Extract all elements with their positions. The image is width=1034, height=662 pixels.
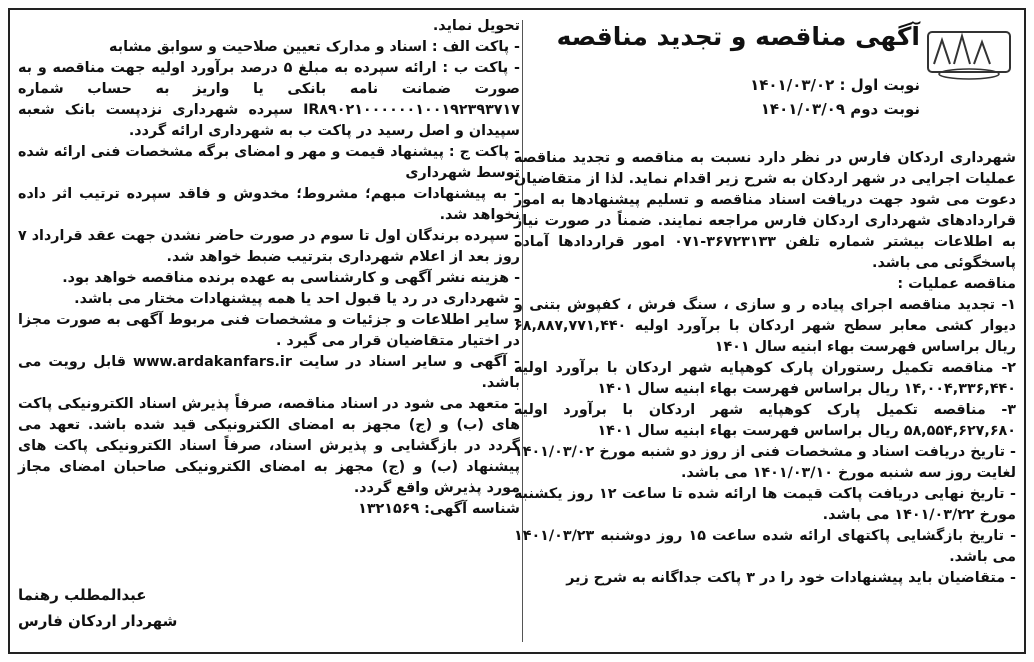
signer-name: عبدالمطلب رهنما xyxy=(18,586,147,604)
envelopes-instruction: - متقاضیان باید پیشنهادات خود را در ۳ پاکت جداگانه به شرح زیر xyxy=(566,570,1016,586)
date-opening: - تاریخ بازگشایی پاکتهای ارائه شده ساعت ۱۵ روز دوشنبه ۱۴۰۱/۰۳/۲۳ می باشد. xyxy=(514,528,1016,565)
tender-item-1: ۱- تجدید مناقصه اجرای پیاده ر و سازی ، سنگ فرش ، کفپوش بتنی و دیوار کشی معابر سطح شهر اردکان با برآورد اولیه ۶۸,۸۸۷,۷۷۱,۴۴۰ ریال براساس فهرست بهاء ابنیه سال ۱۴۰۱ xyxy=(514,297,1016,355)
municipality-logo-icon xyxy=(926,24,1012,82)
website-link[interactable]: www.ardakanfars.ir xyxy=(133,354,292,370)
website-line xyxy=(18,352,520,394)
left-column xyxy=(18,16,520,646)
delivery-note: تحویل نماید. xyxy=(432,18,520,34)
publication-cost-rule: - هزینه نشر آگهی و کارشناسی به عهده برنده مناقصه خواهد بود. xyxy=(62,270,520,286)
tender-item-2: ۲- مناقصه تکمیل رستوران پارک کوهپایه شهر اردکان با برآورد اولیه ۱۴,۰۰۴,۳۳۶,۴۴۰ ریال براساس فهرست بهاء ابنیه سال ۱۴۰۱ xyxy=(514,360,1016,397)
round-one-date: نوبت اول : ۱۴۰۱/۰۳/۰۲ xyxy=(750,76,920,94)
acceptance-rule: - شهرداری در رد یا قبول احد یا همه پیشنهادات مختار می باشد. xyxy=(74,291,520,307)
notice-id: شناسه آگهی: ۱۳۲۱۵۶۹ xyxy=(358,501,520,517)
ambiguous-offers-rule: - به پیشنهادات مبهم؛ مشروط؛ مخدوش و فاقد سپرده ترتیب اثر داده نخواهد شد. xyxy=(18,186,520,223)
website-prefix: - آگهی و سایر اسناد در سایت xyxy=(298,354,520,370)
signature-block xyxy=(18,582,177,634)
date-final-submission: - تاریخ نهایی دریافت پاکت قیمت ها ارائه شده تا ساعت ۱۲ روز یکشنبه مورخ ۱۴۰۱/۰۳/۲۲ می باشد. xyxy=(514,486,1016,523)
round-two-date: نوبت دوم ۱۴۰۱/۰۳/۰۹ xyxy=(760,100,920,118)
notice-title: آگهی مناقصه و تجدید مناقصه xyxy=(556,22,920,51)
signer-title: شهردار اردکان فارس xyxy=(18,612,178,630)
operations-heading: مناقصه عملیات : xyxy=(897,276,1016,292)
deposit-forfeit-rule: - سپرده برندگان اول تا سوم در صورت حاضر نشدن جهت عقد قرارداد ۷ روز بعد از اعلام شهرداری بترتیب ضبط خواهد شد. xyxy=(18,228,520,265)
intro-paragraph: شهرداری اردکان فارس در نظر دارد نسبت به مناقصه و تجدید مناقصه عملیات اجرایی در شهر اردکان به شرح زیر اقدام نماید. لذا از متقاضیان دعوت می شود جهت دریافت اسناد مناقصه و تسلیم پیشنهادها به امور قراردادهای شهرداری اردکان فارس مراجعه نمایند. ضمناً در صورت نیاز به اطلاعات بیشتر شماره تلفن ۳۶۷۲۳۱۳۳-۰۷۱ امور قراردادها آماده پاسخگوئی می باشد. xyxy=(514,150,1016,271)
envelope-c: - پاکت ج : پیشنهاد قیمت و مهر و امضای برگه مشخصات فنی ارائه شده توسط شهرداری xyxy=(17,144,520,181)
envelope-b: - پاکت ب : ارائه سپرده به مبلغ ۵ درصد برآورد اولیه جهت مناقصه و به صورت ضمانت نامه بانکی یا واریز به حساب شماره IR۸۹۰۲۱۰۰۰۰۰۰۱۰۰۱۹۲۳۹۳۷۱۷ سپرده شهرداری نزدپست بانک شعبه سپیدان و اصل رسید در پاکت ب به شهرداری ارائه گردد. xyxy=(18,60,520,139)
tender-notice xyxy=(8,8,1026,654)
date-document-receipt: - تاریخ دریافت اسناد و مشخصات فنی از روز دو شنبه مورخ ۱۴۰۱/۰۳/۰۲ لغایت روز سه شنبه مورخ ۱۴۰۱/۰۳/۱۰ می باشد. xyxy=(514,444,1016,481)
electronic-signature-rule: - متعهد می شود در اسناد مناقصه، صرفاً پذیرش اسناد الکترونیکی پاکت های (ب) و (ج) مجهز به امضای الکترونیکی قید شده باشد. تعهد می گردد در بازگشایی و پذیرش اسناد، صرفاً اسناد الکترونیکی پاکت های پیشنهاد (ب) و (ج) مجهز به امضای الکترونیکی صاحبان امضای مجاز مورد پذیرش واقع گردد. xyxy=(18,396,520,496)
additional-info-rule: - سایر اطلاعات و جزئیات و مشخصات فنی مربوط آگهی به صورت مجزا در اختیار متقاضیان قرار می گیرد . xyxy=(18,312,520,349)
envelope-a: - پاکت الف : اسناد و مدارک تعیین صلاحیت و سوابق مشابه xyxy=(109,39,520,55)
tender-item-3: ۳- مناقصه تکمیل پارک کوهپایه شهر اردکان با برآورد اولیه ۵۸,۵۵۴,۶۲۷,۶۸۰ ریال براساس فهرست بهاء ابنیه سال ۱۴۰۱ xyxy=(514,402,1016,439)
right-column xyxy=(514,16,1016,646)
website-suffix: قابل رویت می باشد. xyxy=(18,354,520,391)
notice-header xyxy=(514,16,1016,148)
